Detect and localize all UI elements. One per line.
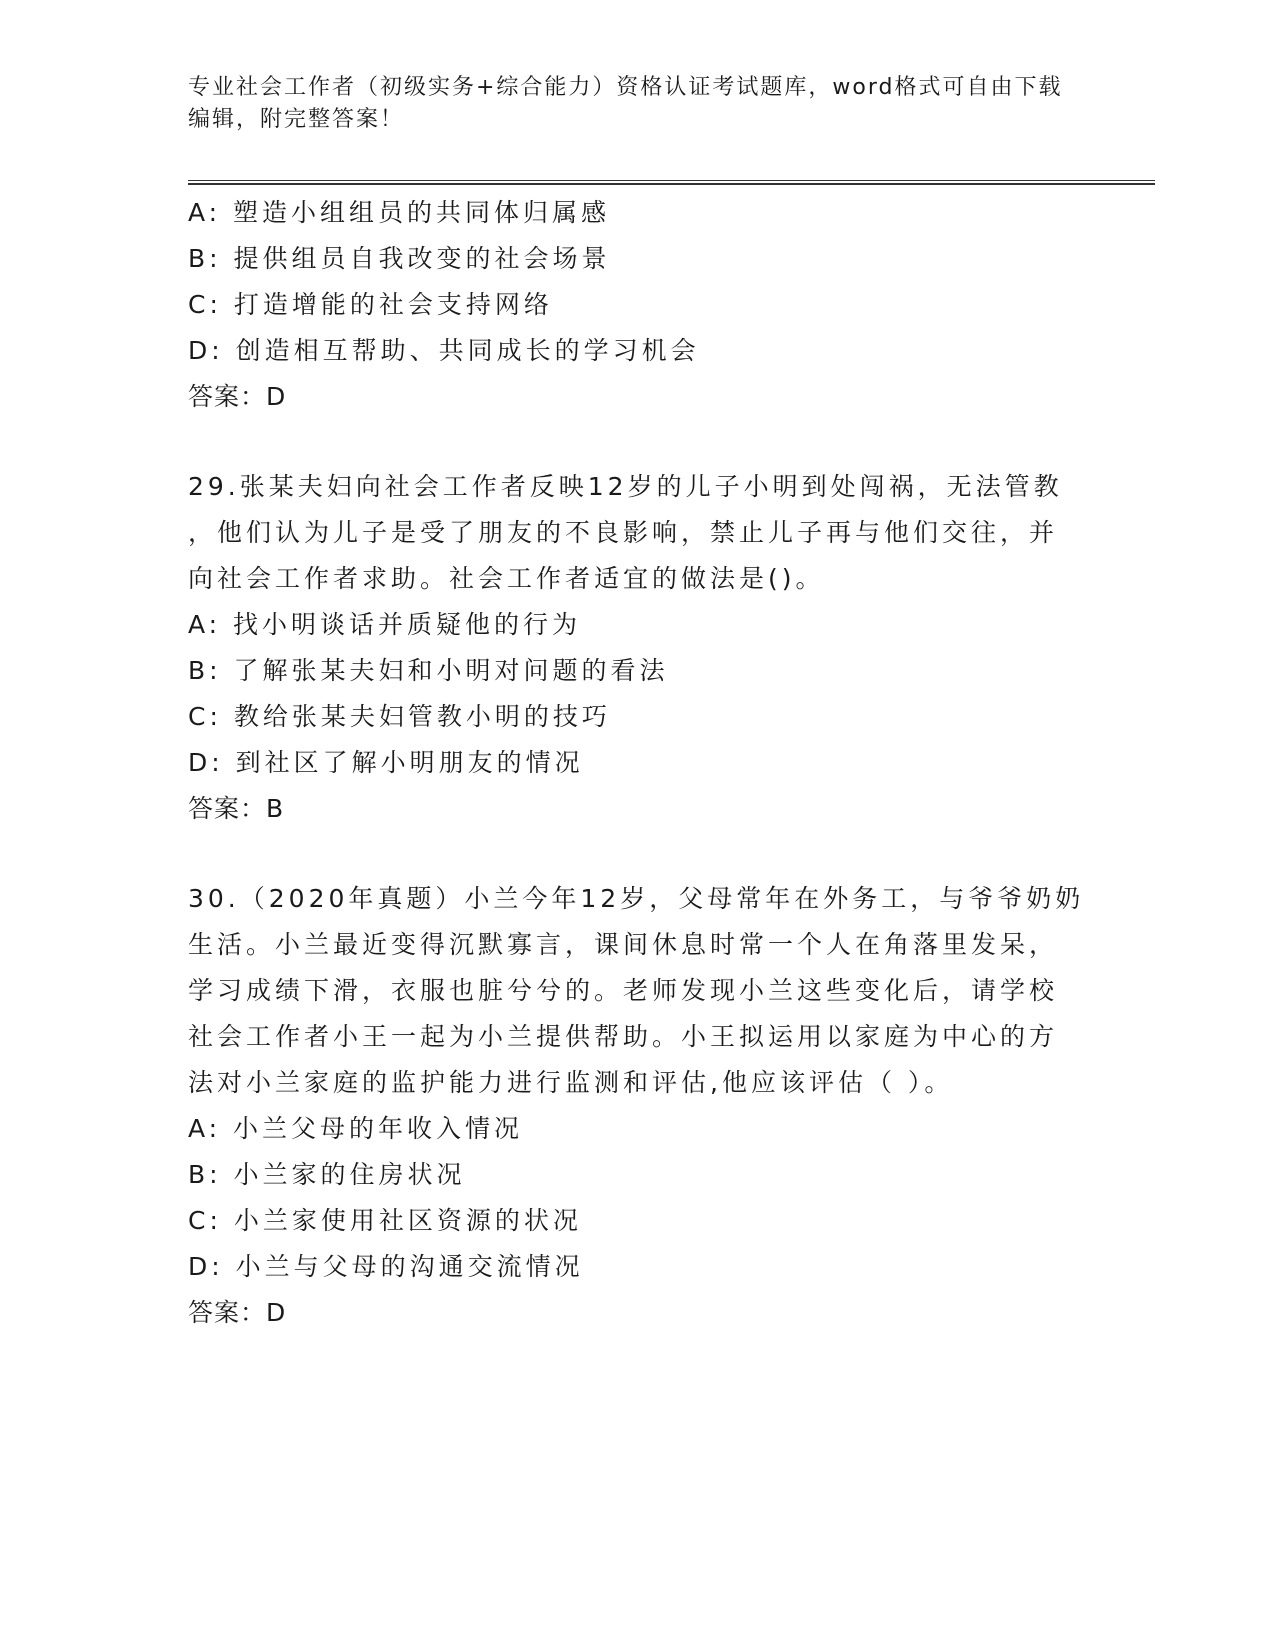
- answer: 答案：D: [188, 1298, 287, 1327]
- header-divider: [188, 180, 1155, 185]
- header-line-1: 专业社会工作者（初级实务+综合能力）资格认证考试题库，word格式可自由下载: [188, 75, 1063, 100]
- option-a: A: 小兰父母的年收入情况: [188, 1114, 524, 1143]
- spacer: [188, 832, 1088, 876]
- question-stem-line: 向社会工作者求助。社会工作者适宜的做法是()。: [188, 564, 825, 593]
- question-28: [188, 190, 1088, 420]
- spacer: [188, 420, 1088, 464]
- question-stem-line: 学习成绩下滑，衣服也脏兮兮的。老师发现小兰这些变化后，请学校: [188, 976, 1059, 1005]
- option-b: B: 了解张某夫妇和小明对问题的看法: [188, 656, 669, 685]
- option-b: B: 小兰家的住房状况: [188, 1160, 466, 1189]
- document-header: [188, 72, 1088, 136]
- answer: 答案：D: [188, 382, 287, 411]
- option-c: C: 教给张某夫妇管教小明的技巧: [188, 702, 611, 731]
- header-line-2: 编辑，附完整答案！: [188, 107, 405, 132]
- option-a: A: 找小明谈话并质疑他的行为: [188, 610, 582, 639]
- option-c: C: 打造增能的社会支持网络: [188, 290, 553, 319]
- question-stem-line: 29.张某夫妇向社会工作者反映12岁的儿子小明到处闯祸，无法管教: [188, 472, 1063, 501]
- option-c: C: 小兰家使用社区资源的状况: [188, 1206, 582, 1235]
- question-stem-line: ，他们认为儿子是受了朋友的不良影响，禁止儿子再与他们交往，并: [188, 518, 1059, 547]
- option-a: A: 塑造小组组员的共同体归属感: [188, 198, 611, 227]
- option-d: D: 创造相互帮助、共同成长的学习机会: [188, 336, 700, 365]
- question-29: [188, 464, 1088, 832]
- question-stem-line: 生活。小兰最近变得沉默寡言，课间休息时常一个人在角落里发呆，: [188, 930, 1059, 959]
- option-d: D: 小兰与父母的沟通交流情况: [188, 1252, 584, 1281]
- question-content: [188, 190, 1088, 1336]
- option-d: D: 到社区了解小明朋友的情况: [188, 748, 584, 777]
- answer: 答案：B: [188, 794, 285, 823]
- question-30: [188, 876, 1088, 1336]
- question-stem-line: 法对小兰家庭的监护能力进行监测和评估,他应该评估（ ）。: [188, 1068, 954, 1097]
- option-b: B: 提供组员自我改变的社会场景: [188, 244, 611, 273]
- question-stem-line: 30.（2020年真题）小兰今年12岁，父母常年在外务工，与爷爷奶奶: [188, 884, 1085, 913]
- question-stem-line: 社会工作者小王一起为小兰提供帮助。小王拟运用以家庭为中心的方: [188, 1022, 1059, 1051]
